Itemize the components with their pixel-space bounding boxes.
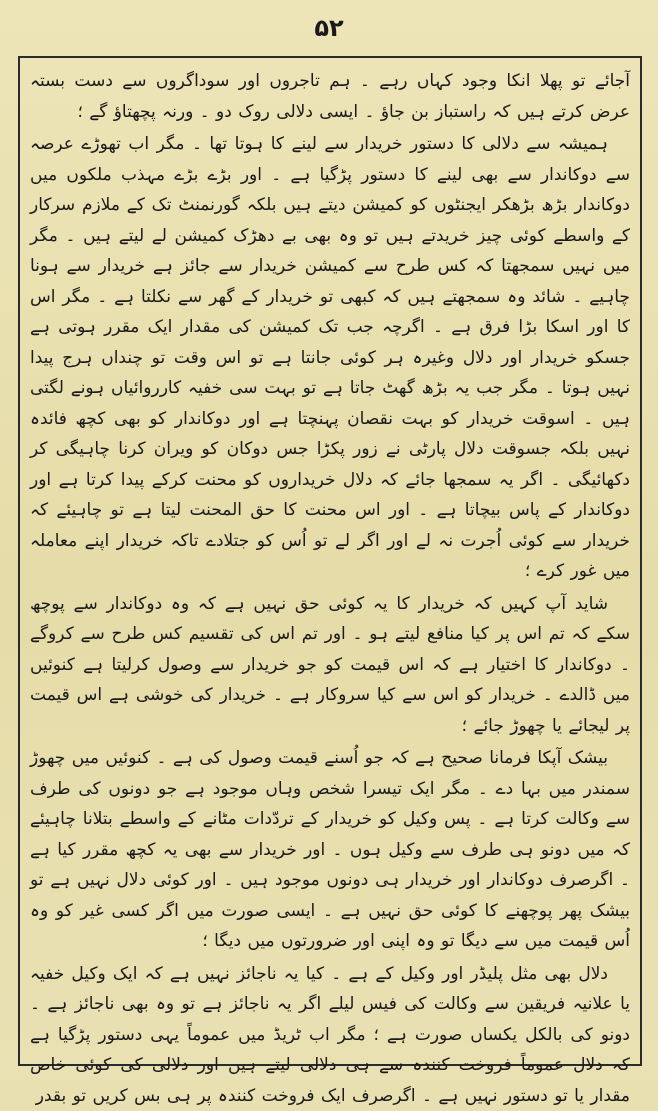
page-number: ۵۲ bbox=[0, 14, 658, 42]
paragraph-4: بیشک آپکا فرمانا صحیح ہے کہ جو اُسنے قیمت وصول کی ہے ۔ کنوئیں میں چھوڑ سمندر میں بہا دے ۔ مگر ایک تیسرا شخص وہاں موجود ہے جو دونوں کی طرف سے وکالت کرتا ہے ۔ پس وکیل کو خریدار کے تردّدات مٹانے کے واسطے بتلانا چاہیئے کہ میں دونو ہی طرف سے وکیل ہوں ۔ اور خریدار سے بھی یہ کچھ مقرر کیا ہے ۔ اگرصرف دوکاندار اور خریدار ہی دونوں موجود ہیں ۔ اور کوئی دلال نہیں ہے تو بیشک پھر پوچھنے کا کوئی حق نہیں ہے ۔ ایسی صورت میں اگر کسی غیر کو وہ اُس قیمت میں سے دیگا تو وہ اپنی اور ضرورتوں میں دیگا ؛ bbox=[30, 743, 630, 957]
paragraph-3: شاید آپ کہیں کہ خریدار کا یہ کوئی حق نہیں ہے کہ وہ دوکاندار سے پوچھ سکے کہ تم اس پر کیا منافع لیتے ہو ۔ اور تم اس کی تقسیم کس طرح سے کروگے ۔ دوکاندار کا اختیار ہے کہ اس قیمت کو جو خریدار سے وصول کرلیتا ہے کنوئیں میں ڈالدے ۔ خریدار کو اس سے کیا سروکار ہے ۔ خریدار کی خوشی ہے اس قیمت پر لیجائے یا چھوڑ جائے ؛ bbox=[30, 589, 630, 742]
paragraph-1: آجائے تو پھلا انکا وجود کہاں رہے ۔ ہم تاجروں اور سوداگروں سے دست بستہ عرض کرتے ہیں کہ راستباز بن جاؤ ۔ ایسی دلالی روک دو ۔ ورنہ پچھتاؤ گے ؛ bbox=[30, 66, 630, 127]
text-frame bbox=[18, 56, 642, 1066]
paragraph-2: ہمیشہ سے دلالی کا دستور خریدار سے لینے کا ہوتا تھا ۔ مگر اب تھوڑے عرصہ سے دوکاندار سے بھی لینے کا دستور پڑگیا ہے ۔ اور بڑے بڑے مہذب ملکوں میں دوکاندار بڑھ بڑھکر ایجنٹوں کو کمیشن دیتے ہیں بلکہ گورنمنٹ تک کے ملازم سرکار کے واسطے کوئی چیز خریدتے ہیں تو وہ بھی بے دھڑک کمیشن لے لیتے ہیں ۔ مگر میں نہیں سمجھتا کہ کس طرح سے کمیشن خریدار سے جائز ہے خریدار سے ہونا چاہیے ۔ شائد وہ سمجھتے ہیں کہ کبھی تو خریدار کے گھر سے نکلتا ہے ۔ مگر اس کا اور اسکا بڑا فرق ہے ۔ اگرچہ جب تک کمیشن کی مقدار ایک مقرر ہوتی ہے جسکو خریدار اور دلال وغیرہ ہر کوئی جانتا ہے تو اس وقت تو چنداں ہرج پیدا نہیں ہوتا ۔ مگر جب یہ بڑھ گھٹ جاتا ہے تو بہت سی خفیہ کارروائیاں ہونے لگتی ہیں ۔ اسوقت خریدار کو بہت نقصان پہنچتا ہے اور دوکاندار کو بھی کچھ فائدہ نہیں بلکہ جسوقت دلال پارٹی نے زور پکڑا جس دوکان کو ویران کرنا چاہیگی کر دکھائیگی ۔ اگر یہ سمجھا جائے کہ دلال خریداروں کو محنت کرکے پیدا کرتا ہے اور دوکاندار کے پاس بیچاتا ہے ۔ اور اس محنت کا حق المحنت لیتا ہے تو چاہیئے کہ خریدار سے کوئی اُجرت نہ لے اور اگر لے تو اُس کو جتلادے تاکہ خریدار اپنے معاملہ میں غور کرے ؛ bbox=[30, 129, 630, 587]
paragraph-5: دلال بھی مثل پلیڈر اور وکیل کے ہے ۔ کیا یہ ناجائز نہیں ہے کہ ایک وکیل خفیہ یا علانیہ فریقین سے وکالت کی فیس لیلے اگر یہ ناجائز ہے تو وہ بھی ناجائز ہے ۔ دونو کی بالکل یکساں صورت ہے ؛ مگر اب ٹریڈ میں عموماً یہی دستور پڑگیا ہے کہ دلال عموماً فروخت کنندہ سے ہی دلالی لیتے ہیں اور دلالی کی کوئی خاص مقدار یا تو دستور نہیں ہے ۔ اگرصرف ایک فروخت کنندہ پر ہی بس کریں تو بقدر bbox=[30, 959, 630, 1111]
